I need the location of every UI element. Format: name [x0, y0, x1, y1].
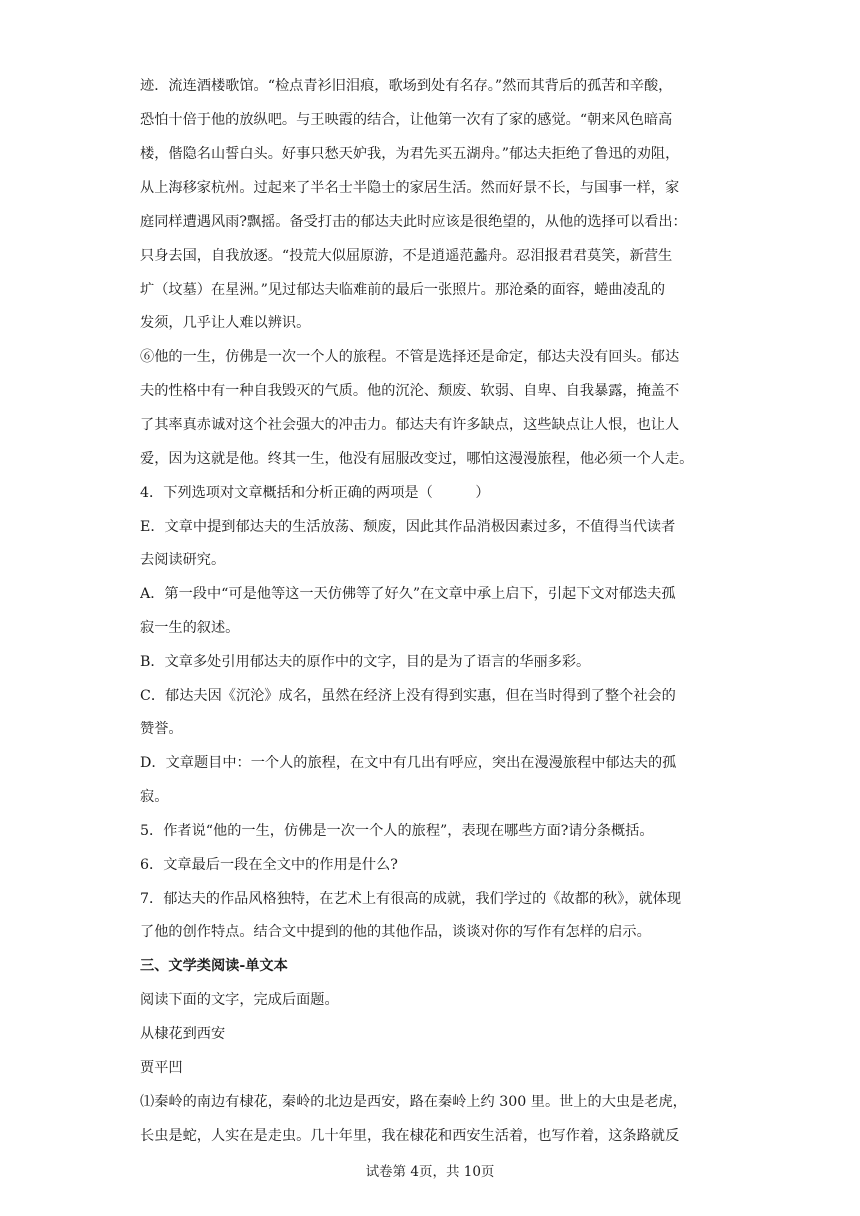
option-a: A．第一段中“可是他等这一天仿佛等了好久”在文章中承上启下，引起下文对郁迭夫孤 [140, 586, 676, 602]
article-paragraph-1: ⑴秦岭的南边有棣花，秦岭的北边是西安，路在秦岭上约 300 里。世上的大虫是老虎， [140, 1094, 687, 1110]
question-6: 6．文章最后一段在全文中的作用是什么? [140, 857, 398, 873]
option-b: B．文章多处引用郁达夫的原作中的文字，目的是为了语言的华丽多彩。 [140, 654, 591, 670]
text-line: 恐怕十倍于他的放纵吧。与王映霞的结合，让他第一次有了家的感觉。“朝来风色暗高 [140, 112, 673, 128]
option-d: D．文章题目中：一个人的旅程，在文中有几出有呼应，突出在漫漫旅程中郁达夫的孤 [140, 755, 677, 771]
article-author: 贾平凹 [140, 1060, 183, 1076]
text-line: 只身去国，自我放逐。“投荒大似屈原游，不是逍遥范蠡舟。忍泪报君君莫笑，新营生 [140, 248, 673, 264]
option-c-continued: 赞誉。 [140, 721, 183, 737]
option-a-continued: 寂一生的叙述。 [140, 620, 240, 636]
paragraph-6-line: ⑥他的一生，仿佛是一次一个人的旅程。不管是选择还是命定，郁达夫没有回头。郁达 [140, 349, 680, 365]
article-paragraph-1-continued: 长虫是蛇，人实在是走虫。几十年里，我在棣花和西安生活着，也写作着，这条路就反 [140, 1128, 680, 1144]
text-line: 发须，几乎让人难以辨识。 [140, 315, 311, 331]
question-7-continued: 了他的创作特点。结合文中提到的他的其他作品，谈谈对你的写作有怎样的启示。 [140, 924, 651, 940]
text-line: 爱，因为这就是他。终其一生，他没有屈服改变过，哪怕这漫漫旅程，他必须一个人走。 [140, 451, 694, 467]
option-e-continued: 去阅读研究。 [140, 552, 226, 568]
text-line: 迹．流连酒楼歌馆。“检点青衫旧泪痕，歌场到处有名存。”然而其背后的孤苦和辛酸， [140, 78, 673, 94]
question-7: 7．郁达夫的作品风格独特，在艺术上有很高的成就，我们学过的《故都的秋》，就体现 [140, 891, 682, 907]
page-footer: 试卷第 4页，共 10页 [365, 1164, 495, 1180]
article-title: 从棣花到西安 [140, 1026, 226, 1042]
section-heading: 三、文学类阅读-单文本 [140, 958, 288, 974]
text-line: 楼，偕隐名山誓白头。好事只愁天妒我，为君先买五湖舟。”郁达夫拒绝了鲁迅的劝阻， [140, 146, 680, 162]
question-4: 4．下列选项对文章概括和分析正确的两项是（ ） [140, 485, 490, 501]
instruction-text: 阅读下面的文字，完成后面题。 [140, 992, 339, 1008]
option-d-continued: 寂。 [140, 789, 169, 805]
text-line: 夫的性格中有一种自我毁灭的气质。他的沉沦、颓废、软弱、自卑、自我暴露，掩盖不 [140, 383, 680, 399]
text-line: 了其率真赤诚对这个社会强大的冲击力。郁达夫有许多缺点，这些缺点让人恨，也让人 [140, 417, 680, 433]
question-5: 5．作者说“他的一生，仿佛是一次一个人的旅程”，表现在哪些方面?请分条概括。 [140, 823, 654, 839]
option-c: C．郁达夫因《沉沦》成名，虽然在经济上没有得到实惠，但在当时得到了整个社会的 [140, 688, 676, 704]
text-line: 圹（坟墓）在星洲。”见过郁达夫临难前的最后一张照片。那沧桑的面容，蜷曲凌乱的 [140, 282, 666, 298]
text-line: 从上海移家杭州。过起来了半名士半隐士的家居生活。然而好景不长，与国事一样，家 [140, 180, 680, 196]
text-line: 庭同样遭遇风雨?飘摇。备受打击的郁达夫此时应该是很绝望的，从他的选择可以看出： [140, 214, 687, 230]
option-e: E．文章中提到郁达夫的生活放荡、颓废，因此其作品消极因素过多，不值得当代读者 [140, 519, 676, 535]
